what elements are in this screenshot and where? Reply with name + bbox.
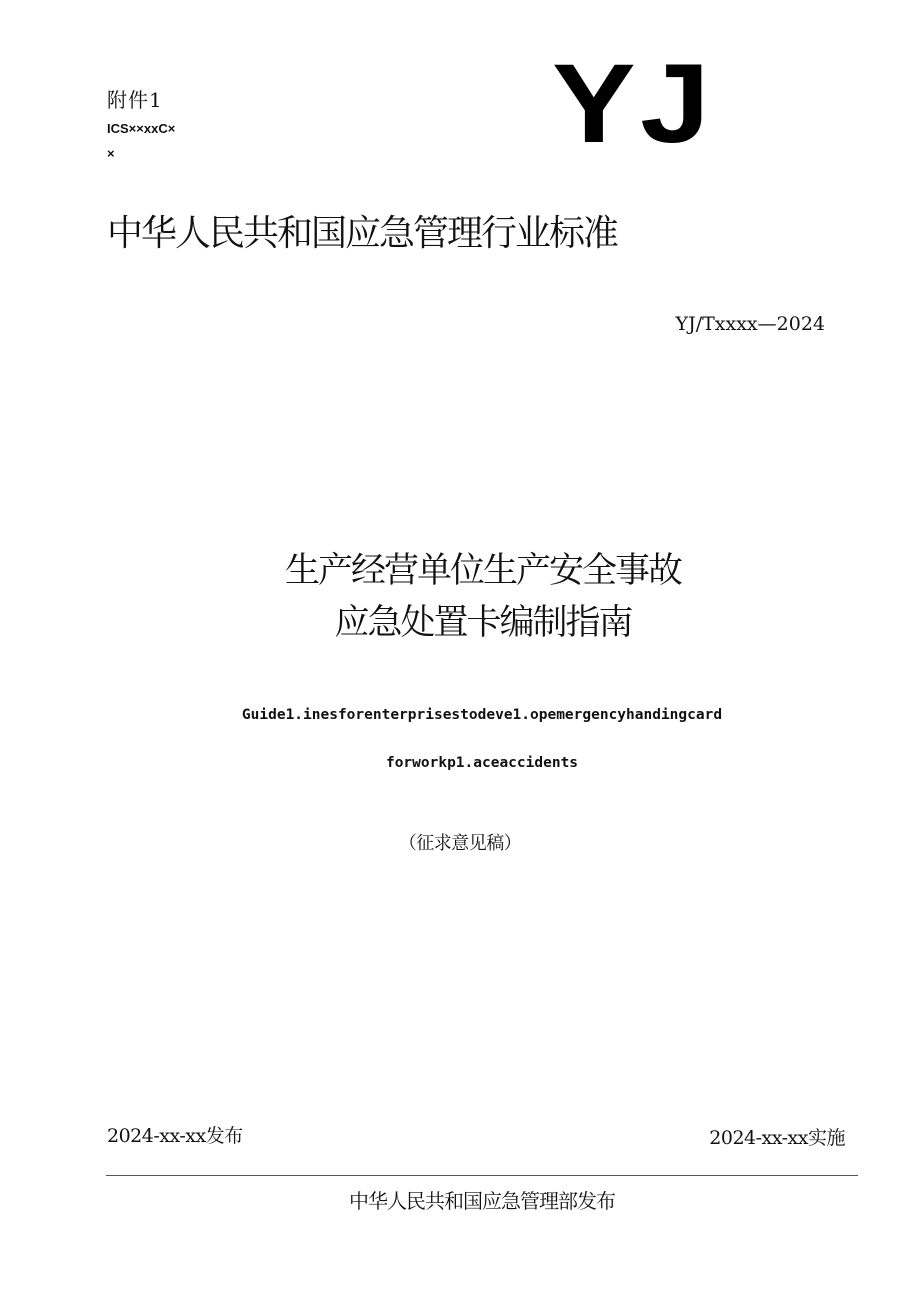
document-title-line2: 应急处置卡编制指南 bbox=[334, 603, 632, 643]
draft-note: （征求意见稿） bbox=[398, 833, 522, 854]
ics-code: ICS××xxC× bbox=[107, 121, 176, 136]
industry-standard-title: 中华人民共和国应急管理行业标准 bbox=[107, 213, 618, 254]
ccs-code: × bbox=[107, 146, 115, 161]
english-title-line1: Guide1.inesforenterprisestodeve1.opemergencyhandingcard bbox=[241, 707, 723, 723]
standard-number: YJ/Txxxx—2024 bbox=[675, 313, 825, 335]
publisher: 中华人民共和国应急管理部发布 bbox=[349, 1189, 615, 1213]
footer-divider bbox=[106, 1175, 858, 1176]
effective-date: 2024-xx-xx实施 bbox=[709, 1127, 845, 1149]
attachment-label: 附件1 bbox=[107, 88, 163, 112]
document-title-line1: 生产经营单位生产安全事故 bbox=[284, 551, 681, 591]
yj-logo: YJ bbox=[552, 41, 715, 166]
publish-date: 2024-xx-xx发布 bbox=[107, 1125, 243, 1147]
english-title-line2: forworkp1.aceaccidents bbox=[385, 755, 579, 771]
